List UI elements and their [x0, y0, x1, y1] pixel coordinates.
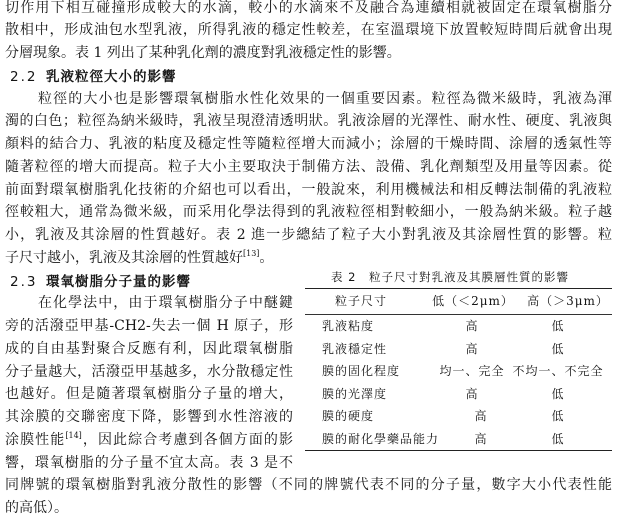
paragraph-line: 成的自由基對聚合反應有利，因此環氧樹脂	[5, 340, 293, 357]
table-cell: 低	[551, 319, 565, 333]
table-cell: 高	[465, 341, 479, 356]
paragraph-line: 也越好。但是隨著環氧樹脂分子量的增大，	[5, 386, 293, 403]
table-cell: 高	[474, 431, 488, 446]
paragraph-line	[5, 250, 612, 267]
table-cell: 低	[551, 341, 565, 356]
citation-superscript: [14]	[65, 430, 82, 440]
paragraph-line: 小，乳液及其涂層的性質越好。表 2 進一步總結了粒子大小對乳液及其涂層性質的影響。粒	[5, 227, 612, 243]
table-row-label: 乳液粘度	[322, 319, 375, 333]
table-caption: 表 2 粒子尺寸對乳液及其膜層性質的影響	[331, 270, 569, 284]
paragraph-line: 旁的活潑亞甲基-CH2-失去一個 H 原子，形	[5, 318, 293, 334]
section-title: 環氧樹脂分子量的影響	[46, 273, 191, 290]
table-row-label: 膜的固化程度	[322, 364, 401, 378]
paragraph-text: 涂膜性能	[5, 431, 66, 448]
intro-line: 散相中，形成油包水型乳液，所得乳液的穩定性較差，在室溫環境下放置較短時間后就會出現	[5, 22, 612, 39]
table-row-label: 膜的耐化學藥品能力	[322, 431, 440, 446]
paragraph-line: 分子量越大，活潑亞甲基越多，水分散穩定性	[5, 363, 293, 380]
table-2	[305, 288, 612, 451]
table-cell: 低	[551, 409, 565, 423]
table-row-label: 膜的硬度	[322, 409, 375, 423]
section-2-3-heading	[10, 273, 191, 291]
table-row	[305, 315, 612, 338]
table-cell: 均一、完全	[439, 364, 505, 378]
table-header-cell: 低（＜2μm）	[432, 294, 514, 308]
intro-line: 分層現象。表 1 列出了某种乳化劑的濃度對乳液穩定性的影響。	[5, 45, 401, 61]
table-row-label: 膜的光澤度	[322, 386, 388, 401]
table-cell: 低	[551, 431, 565, 446]
paragraph-text: 。	[259, 249, 274, 266]
table-row	[305, 383, 612, 406]
table-cell: 低	[551, 386, 565, 401]
paragraph-line: 響，環氧樹脂的分子量不宜太高。表 3 是不	[5, 454, 293, 471]
section-number: 2.3	[10, 273, 38, 290]
paragraph-line: 隨著粒徑的增大而提高。粒子大小主要取決于制備方法、設備、乳化劑類型及用量等因素。從	[5, 158, 612, 175]
table-header-row	[305, 289, 612, 315]
paragraph-line: 顏料的結合力、乳液的粘度及穩定性等隨粒徑增大而減小；涂層的干燥時間、涂層的透氣性等	[5, 136, 612, 152]
table-cell: 高	[465, 319, 479, 333]
section-2-2-heading	[10, 68, 177, 86]
table-row-label: 乳液穩定性	[322, 341, 388, 356]
paragraph-text: ，因此綜合考慮到各個方面的影	[81, 431, 294, 448]
paragraph-line	[5, 432, 293, 449]
citation-superscript: [13]	[243, 248, 260, 258]
table-cell: 不均一、不完全	[512, 364, 604, 378]
paragraph-line: 在化學法中，由于環氧樹脂分子中醚鍵	[38, 295, 293, 312]
paragraph-line: 同牌號的環氧樹脂對乳液分散性的影響（不同的牌號代表不同的分子量，數字大小代表性能	[5, 477, 612, 494]
table-row	[305, 405, 612, 428]
table-header-cell: 高（＞3μm）	[527, 294, 609, 308]
paragraph-line: 徑較粗大，通常為微米級，而采用化學法得到的乳液粒徑相對較細小，一般為納米級。粒子越	[5, 204, 612, 221]
table-cell: 高	[474, 409, 488, 423]
table-row	[305, 338, 612, 361]
paragraph-line: 粒徑的大小也是影響環氧樹脂水性化效果的一個重要因素。粒徑為微米級時，乳液為渾	[38, 90, 612, 107]
table-row	[305, 428, 612, 451]
intro-line: 切作用下相互碰撞形成較大的水滴，較小的水滴來不及融合為連續相就被固定在環氧樹脂分	[5, 0, 612, 16]
table-row	[305, 360, 612, 383]
paragraph-line: 濁的白色；粒徑為納米級時，乳液呈現澄清透明狀。乳液涂層的光澤性、耐水性、硬度、乳液與	[5, 113, 612, 130]
paragraph-text: 子尺寸越小，乳液及其涂層的性質越好	[5, 249, 243, 266]
table-cell: 高	[465, 386, 479, 401]
paragraph-line: 前面對環氧樹脂乳化技術的介紹也可以看出，一般說來，利用機械法和相反轉法制備的乳液粒	[5, 181, 612, 198]
section-title: 乳液粒徑大小的影響	[46, 68, 177, 85]
table-header-cell: 粒子尺寸	[335, 294, 388, 308]
paragraph-line: 的高低）。	[5, 500, 68, 516]
paragraph-line: 其涂膜的交聯密度下降，影響到水性溶液的	[5, 409, 293, 425]
section-number: 2.2	[10, 68, 38, 85]
